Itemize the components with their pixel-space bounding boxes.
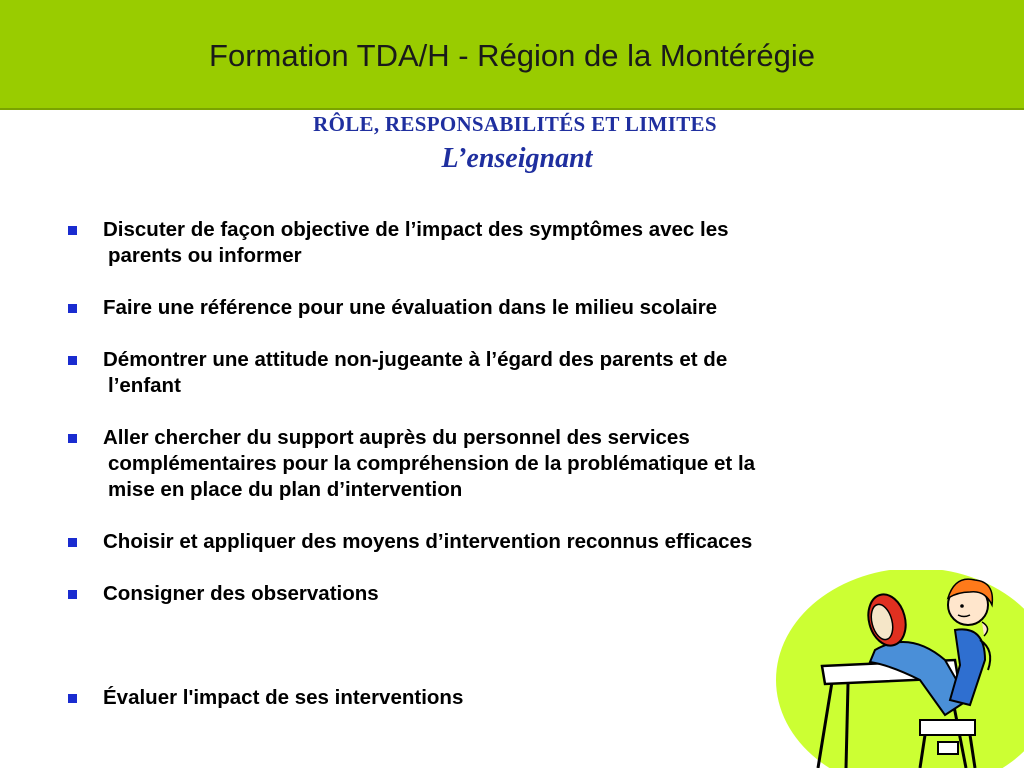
bullet-line: Évaluer l'impact de ses interventions [103, 686, 464, 709]
bullet-item [62, 347, 932, 399]
bullet-line: l’enfant [108, 374, 181, 397]
square-bullet-icon [68, 226, 77, 235]
square-bullet-icon [68, 356, 77, 365]
bullet-item [62, 425, 932, 503]
bullet-item [62, 295, 932, 321]
slide-title: Formation TDA/H - Région de la Montérégie [209, 38, 815, 73]
bullet-line: Discuter de façon objective de l’impact des symptômes avec les [103, 218, 729, 241]
student-at-desk-illustration [770, 570, 1024, 768]
bullet-line: Consigner des observations [103, 582, 379, 605]
bullet-item [62, 529, 932, 555]
bullet-line: Démontrer une attitude non-jugeante à l’égard des parents et de [103, 348, 728, 371]
square-bullet-icon [68, 590, 77, 599]
bullet-line: Choisir et appliquer des moyens d’intervention reconnus efficaces [103, 530, 753, 553]
title-divider [0, 108, 1024, 110]
square-bullet-icon [68, 304, 77, 313]
bullet-line: parents ou informer [108, 244, 302, 267]
bullet-line: Aller chercher du support auprès du personnel des services [103, 426, 690, 449]
bullet-line: complémentaires pour la compréhension de la problématique et la [108, 452, 756, 475]
square-bullet-icon [68, 694, 77, 703]
square-bullet-icon [68, 538, 77, 547]
section-heading: L’enseignant [441, 143, 593, 174]
bullet-item [62, 217, 932, 269]
title-bar [0, 0, 1024, 108]
bullet-line: Faire une référence pour une évaluation dans le milieu scolaire [103, 296, 718, 319]
square-bullet-icon [68, 434, 77, 443]
bullet-line: mise en place du plan d’intervention [108, 478, 463, 501]
section-subtitle: RÔLE, RESPONSABILITÉS ET LIMITES [313, 112, 717, 136]
